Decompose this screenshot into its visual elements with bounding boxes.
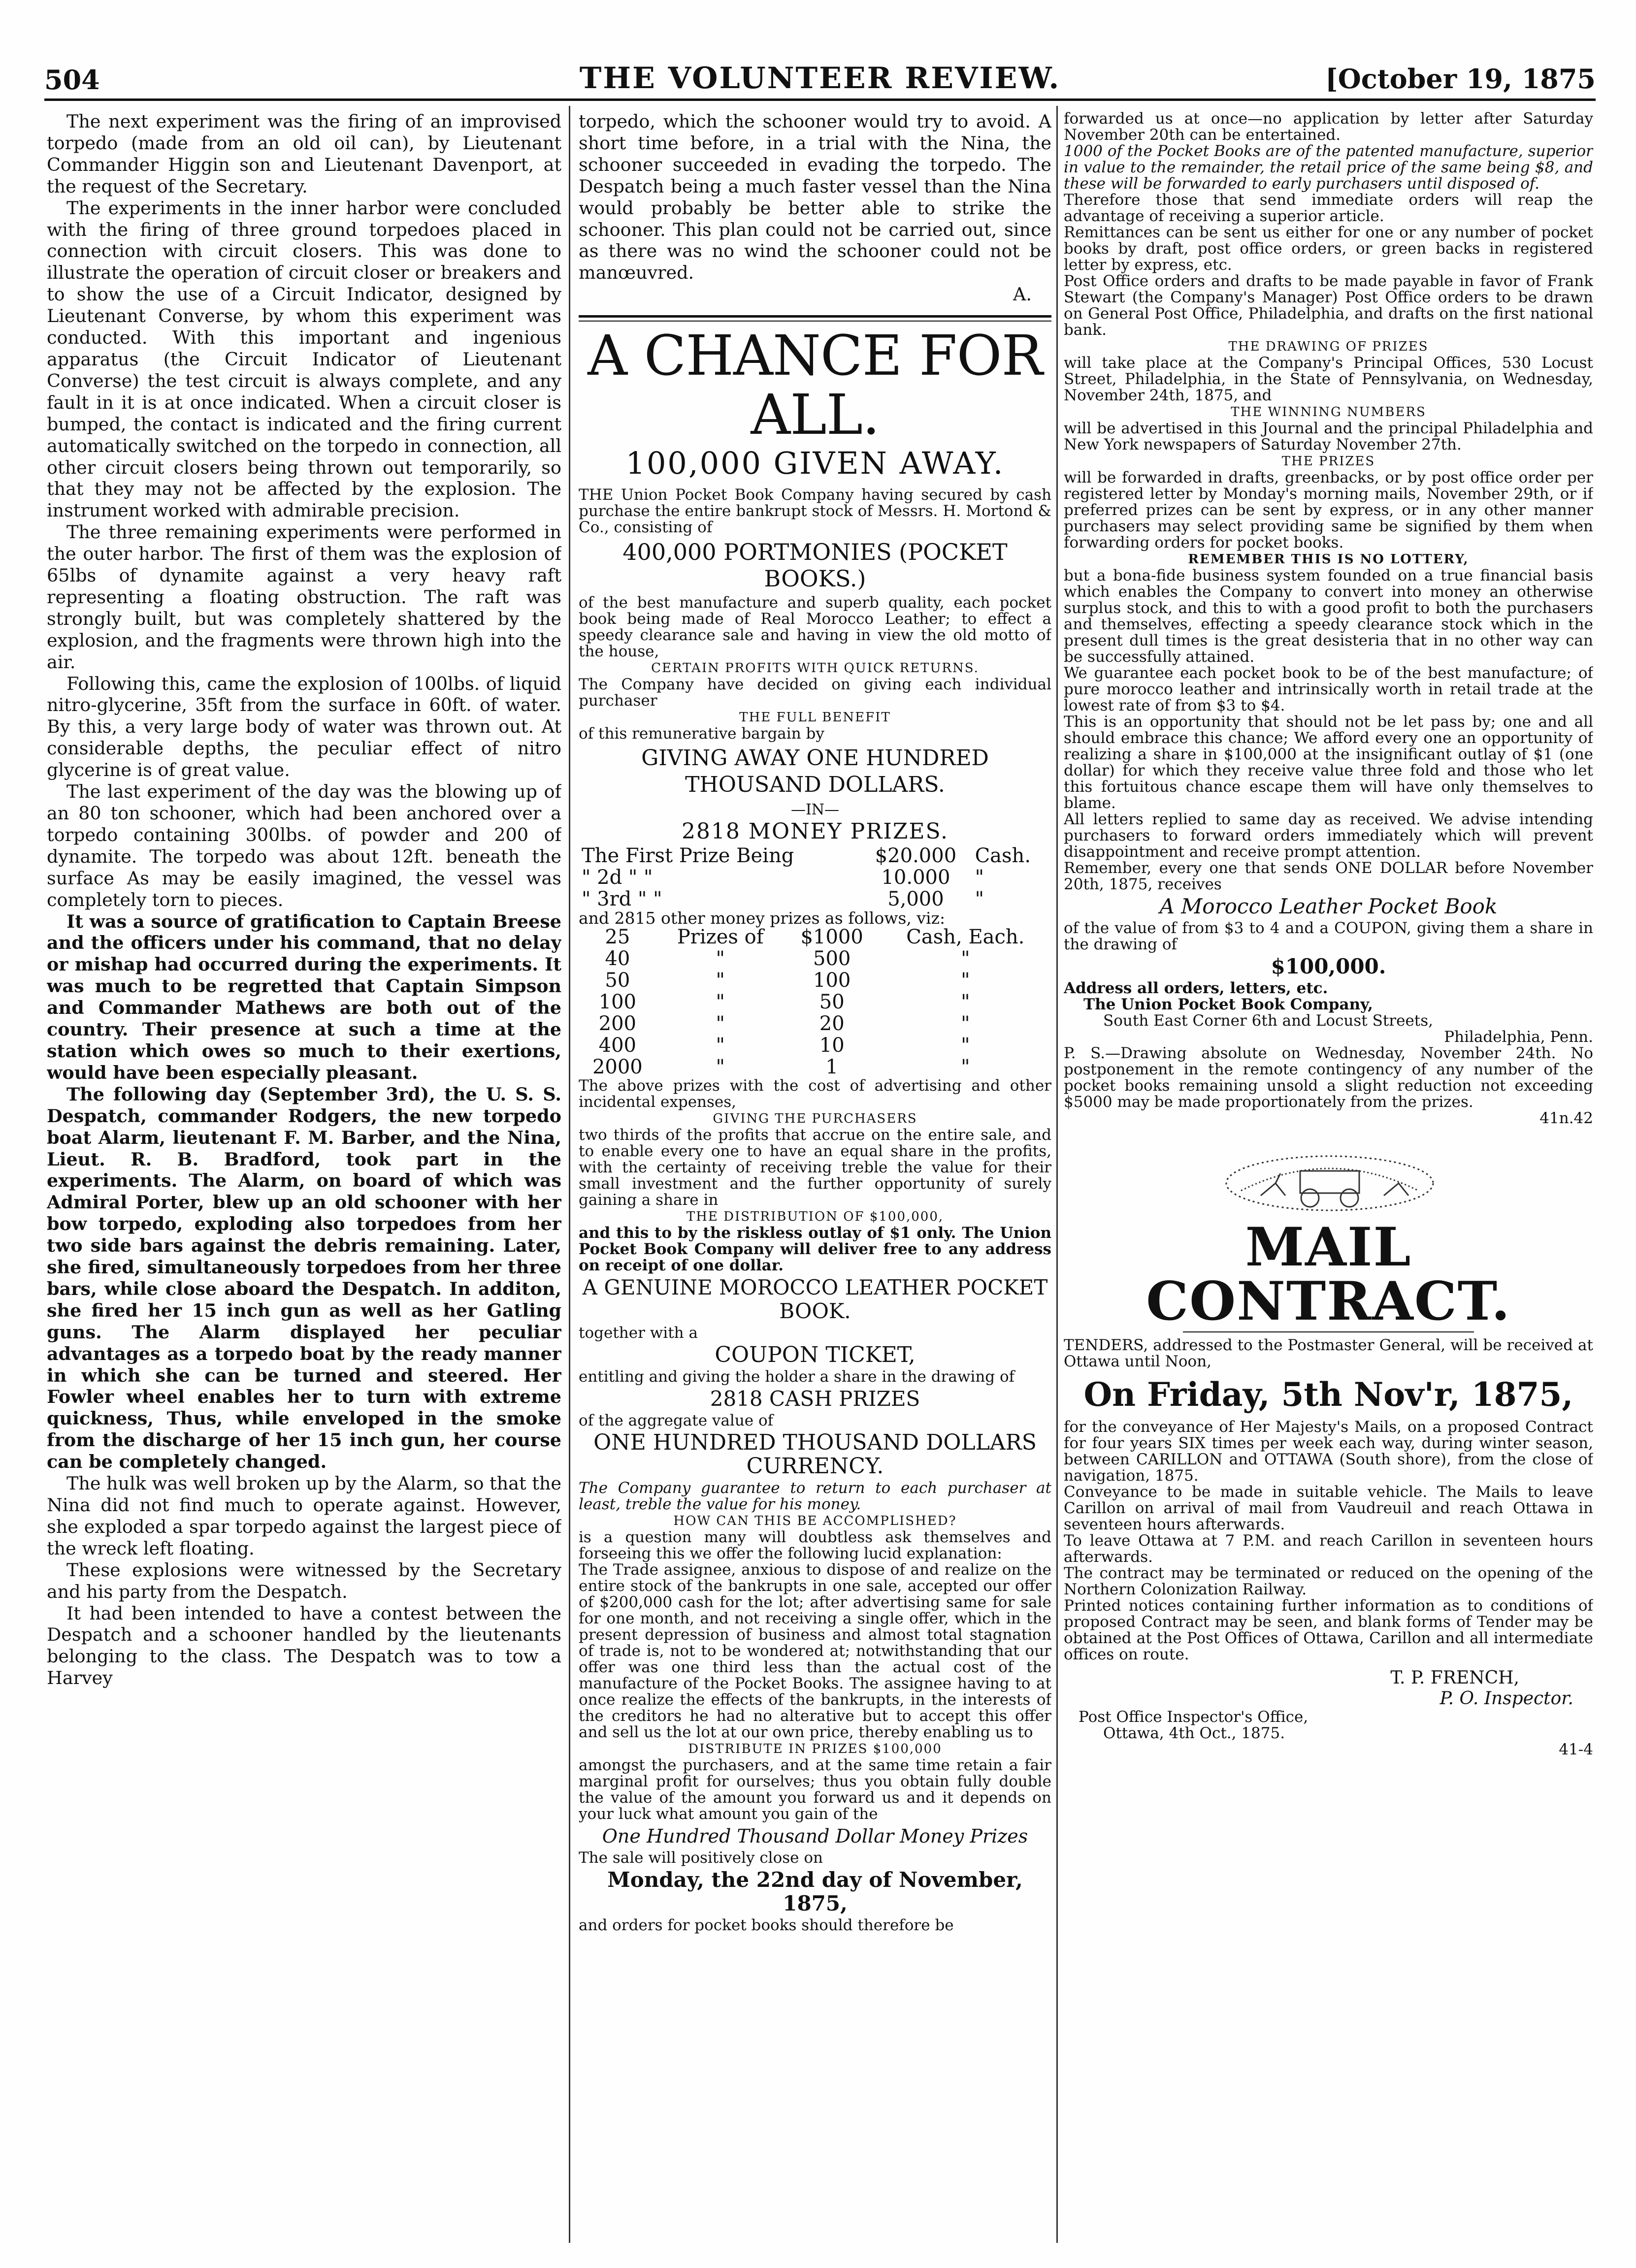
ad-heading: THE DISTRIBUTION OF $100,000, (686, 1209, 944, 1225)
ad-text: Post Office orders and drafts to be made payable in favor of Frank Stewart (the Company's Manager) Post Office orders to be drawn on General Post Office, Philadelphia, and drafts on the first national bank. (1064, 272, 1593, 339)
article-paragraph: The three remaining experiments were performed in the outer harbor. The first of them was the explosion of 65lbs of dynamite against a very heavy raft representing a floating obstruction. The raft was strongly built, but was completely shattered by the explosion, and the fragments were thrown high into the air. (47, 521, 561, 673)
article-paragraph: The last experiment of the day was the blowing up of an 80 ton schooner, which had been anchored over a torpedo containing 300lbs. of powder and 200 of dynamite. The torpedo was about 12ft. beneath the surface As may be easily imagined, the vessel was completely torn to pieces. (47, 781, 561, 910)
prize-unit: " (961, 969, 970, 992)
prize-count: 40 (605, 947, 630, 971)
ad-text: will be forwarded in drafts, greenbacks, or by post office order per registered letter by Monday's morning mails, November 29th, or if preferred prizes can be sent by express, or in any other manner purchasers may select providing same be signified by them when forwarding orders for pocket books. (1064, 469, 1593, 551)
ad-text: together with a (579, 1324, 698, 1342)
mail-text: The contract may be terminated or reduced on the opening of the Northern Colonization Railway. (1064, 1564, 1593, 1598)
prize-schedule-table (579, 926, 1051, 1078)
mail-contract-title: MAIL CONTRACT. (1146, 1216, 1511, 1332)
ad-ref: 41n.42 (1539, 1109, 1593, 1127)
prize-count: 400 (598, 1034, 637, 1057)
prize-row (579, 991, 1051, 1013)
ad-text: All letters replied to same day as received. We advise intending purchasers to forward orders immediately which will prevent disappointment and receive prompt attention. (1064, 810, 1593, 861)
prize-count: 200 (598, 1012, 637, 1036)
prize-count: 2000 (592, 1056, 643, 1079)
article-continuation: torpedo, which the schooner would try to avoid. A short time before, in a trial with the Nina, the schooner succeeded in evading the torpedo. The Despatch being a much faster vessel than the Nina would probably be better able to strike the schooner. This plan could not be carried out, since as there was no wind the schooner could not be manœuvred. (579, 111, 1051, 284)
ad-text: is a question many will doubtless ask themselves and forseeing this we offer the following lucid explanation: (579, 1528, 1051, 1563)
ad-heading: THE WINNING NUMBERS (1231, 405, 1426, 420)
ad-guarantee: The Company guarantee to return to each purchaser at least, treble the value for his money. (579, 1479, 1051, 1514)
mail-friday: On Friday, 5th Nov'r, 1875, (1083, 1375, 1573, 1414)
prize-desc: " (716, 991, 725, 1014)
prize-row (579, 845, 1051, 867)
ad-company: The Union Pocket Book Company, (1083, 996, 1373, 1013)
prize-amount: 500 (813, 947, 851, 971)
prize-row (579, 888, 1051, 910)
ad-text: of this remunerative bargain by (579, 725, 824, 743)
column-middle (579, 111, 1051, 2248)
column-divider (569, 106, 570, 2243)
column-divider (1056, 106, 1058, 2243)
ad-text: The above prizes with the cost of advertising and other incidental expenses, (579, 1077, 1051, 1111)
ad-text: entitling and giving the holder a share in the drawing of (579, 1368, 1015, 1386)
ad-heading: HOW CAN THIS BE ACCOMPLISHED? (673, 1514, 957, 1529)
ad-heading: DISTRIBUTE IN PRIZES $100,000 (688, 1742, 942, 1757)
ad-text: The sale will positively close on (579, 1849, 823, 1867)
ad-text: This is an opportunity that should not be let pass by; one and all should embrace this chance; We afford every one an opportunity of realizing a share in $100,000 at the insignificant outlay of $1 (one dollar) for which they receive value three fold and those who let this fortuitous chance escape them will have only themselves to blame. (1064, 713, 1593, 812)
article-paragraph: The following day (September 3rd), the U. S. S. Despatch, commander Rodgers, the new torpedo boat Alarm, lieutenant F. M. Barber, and the Nina, Lieut. R. B. Bradford, took part in the experiments. The Alarm, on board of which was Admiral Porter, blew up an old schooner with her bow torpedo, exploding also torpedoes from her two side bars against the debris remaining. Later, she fired, simultaneously torpedoes from her three bars, while close aboard the Despatch. In additon, she fired her 15 inch gun as well as her Gatling guns. The Alarm displayed her peculiar advantages as a torpedo boat by the ready manner in which she can be turned and steered. Her Fowler wheel enables her to turn with extreme quickness, Thus, while enveloped in the smoke from the discharge of her 15 inch gun, her course can be completely changed. (47, 1083, 561, 1473)
article-paragraph: The next experiment was the firing of an improvised torpedo (made from an old oil can), by Lieutenant Commander Higgin son and Lieutenant Davenport, at the request of the Secretary. (47, 111, 561, 197)
prize-amount: $1000 (800, 926, 863, 949)
article-paragraph: It was a source of gratification to Captain Breese and the officers under his command, that no delay or mishap had occurred during the experiments. It was much to be regretted that Captain Simpson and Commander Mathews are both out of the country. Their presence at such a time at the station which owes so much to their exertions, would have been especially pleasant. (47, 910, 561, 1083)
ad-text: We guarantee each pocket book to be of the best manufacture; of pure morocco leather and intrinsically worth in retail trade at the lowest rate of from $3 to $4. (1064, 664, 1593, 714)
mail-tenders: TENDERS, addressed to the Postmaster General, will be received at Ottawa until Noon, (1064, 1336, 1593, 1370)
prize-amount: 100 (813, 969, 851, 992)
prize-amount: 10 (819, 1034, 845, 1057)
page-header (44, 58, 1596, 101)
prize-label: " 2d " " (582, 866, 653, 889)
ad-description: of the best manufacture and superb quality, each pocket book being made of Real Morocco Leather; to effect a speedy clearance sale and having in view the old motto of the house, (579, 594, 1051, 661)
prize-label: " 3rd " " (582, 888, 662, 911)
mail-ref: 41-4 (1559, 1741, 1593, 1758)
issue-date: [October 19, 1875 (1325, 63, 1596, 95)
ad-ps: P. S.—Drawing absolute on Wednesday, November 24th. No postponement in the remote contingency of any number of the pocket books remaining unsold a slight reduction not exceeding $5000 may be made proportionately from the prizes. (1064, 1044, 1593, 1111)
ad-text: but a bona-fide business system founded on a true financial basis which enables the Company to convert into money an otherwise surplus stock, and this to with a good profit to both the purchasers and themselves, effecting a speedy clearance stock which in the present dull times is the great desisteria that in no other way can be successfully attained. (1064, 567, 1593, 666)
prize-unit: " (975, 866, 984, 889)
ad-text: will be advertised in this Journal and the principal Philadelphia and New York newspapers of Saturday November 27th. (1064, 420, 1593, 454)
prize-count: 100 (598, 991, 637, 1014)
prize-row (579, 926, 1051, 948)
prize-amount: 10.000 (881, 866, 950, 889)
mail-text: Printed notices containing further information as to conditions of proposed Contract may be seen, and blank forms of Tender may be obtained at the Post Offices of Ottawa, Carillon and all intermediate offices on route. (1064, 1597, 1593, 1663)
ad-text: forwarded us at once—no application by letter after Saturday November 20th can be entertained. (1064, 111, 1593, 144)
prize-unit: " (961, 1056, 970, 1079)
article-paragraph: The hulk was well broken up by the Alarm, so that the Nina did not find much to operate against. However, she exploded a spar torpedo against the largest piece of the wreck left floating. (47, 1473, 561, 1559)
prize-amount: 20 (819, 1012, 845, 1036)
prize-unit: Cash. (975, 844, 1031, 868)
top-prizes-table (579, 845, 1051, 910)
prize-row (579, 970, 1051, 991)
ad-heading: GIVING THE PURCHASERS (713, 1111, 917, 1127)
ad-heading: THE DRAWING OF PRIZES (1228, 339, 1429, 354)
ad-text: The Company have decided on giving each individual purchaser (579, 676, 1051, 710)
mail-signer: T. P. FRENCH, (1390, 1668, 1519, 1688)
page-number: 504 (44, 64, 100, 96)
ad-text: of the aggregate value of (579, 1412, 774, 1430)
prize-row (579, 867, 1051, 888)
ad-city: Philadelphia, Penn. (1444, 1028, 1593, 1046)
ad-genuine: A GENUINE MOROCCO LEATHER POCKET BOOK. (582, 1275, 1048, 1324)
prize-amount: 50 (819, 991, 845, 1014)
ad-motto: CERTAIN PROFITS WITH QUICK RETURNS. (651, 661, 979, 676)
prize-unit: " (961, 1012, 970, 1036)
prize-row (579, 1013, 1051, 1035)
ad-hundred-thousand: ONE HUNDRED THOUSAND DOLLARS CURRENCY. (593, 1430, 1037, 1479)
ad-address: South East Corner 6th and Locust Streets, (1103, 1012, 1434, 1030)
article-paragraph: These explosions were witnessed by the Secretary and his party from the Despatch. (47, 1559, 561, 1602)
mail-coach-engraving (1064, 1136, 1593, 1220)
mail-office-date: Ottawa, 4th Oct., 1875. (1103, 1724, 1285, 1742)
ad-intro: THE Union Pocket Book Company having secured by cash purchase the entire bankrupt stock of Messrs. H. Mortond & Co., consisting of (579, 486, 1051, 537)
ad-cash-prizes: 2818 CASH PRIZES (710, 1387, 920, 1411)
ad-subtitle: 100,000 GIVEN AWAY. (625, 445, 1005, 482)
prize-desc: " (716, 1056, 725, 1079)
ad-text: amongst the purchasers, and at the same time retain a fair marginal profit for ourselves; thus you obtain fully double the value of the amount you forward us and it depends on your luck what amount you gain of the (579, 1756, 1051, 1823)
prize-row (579, 948, 1051, 970)
ad-text: will take place at the Company's Principal Offices, 530 Locust Street, Philadelphia, in the State of Pennsylvania, on Wednesday, November 24th, 1875, and (1064, 354, 1593, 404)
ad-divider (579, 321, 1051, 322)
article-signoff: A. (1013, 284, 1032, 305)
prize-desc: " (716, 1012, 725, 1036)
ad-title: A CHANCE FOR ALL. (588, 324, 1043, 448)
prize-unit: " (975, 888, 984, 911)
ad-morocco: A Morocco Leather Pocket Book (1159, 894, 1498, 918)
prize-desc: " (716, 947, 725, 971)
prize-label: The First Prize Being (582, 844, 794, 868)
ad-text: of the value of from $3 to 4 and a COUPON, giving them a share in the drawing of (1064, 919, 1593, 953)
ad-text: Remittances can be sent us either for one or any number of pocket books by draft, post office orders, or green backs in registered letter by express, etc. (1064, 224, 1593, 274)
mail-signer-title: P. O. Inspector. (1440, 1688, 1573, 1709)
ad-in: —IN— (790, 801, 840, 819)
prize-unit: " (961, 1034, 970, 1057)
ad-text: The Trade assignee, anxious to dispose of and realize on the entire stock of the bankrupts in one sale, accepted our offer of $200,000 cash for the lot; after advertising same for sale for one month, and not receiving a single offer, which in the present depression of business and almost total stagnation of trade is, not to be wondered at; notwithstanding that our offer was one third less than the actual cost of the manufacture of the Pocket Books. The assignee having to at once realize the effects of the bankrupts, in the interests of the creditors he had no alterative but to accept this offer and sell us the lot at our own price, thereby enabling us to (579, 1561, 1051, 1742)
ad-money-prizes-line: One Hundred Thousand Dollar Money Prizes (602, 1825, 1028, 1847)
ad-text: and orders for pocket books should therefore be (579, 1916, 954, 1935)
ad-heading: REMEMBER THIS IS NO LOTTERY, (1188, 552, 1469, 567)
prize-unit: Cash, Each. (906, 926, 1025, 949)
mail-text: for the conveyance of Her Majesty's Mails, on a proposed Contract for four years SIX times per week each way, during winter season, between CARILLON and OTTAWA (South shore), from the close of navigation, 1875. (1064, 1418, 1593, 1485)
prize-unit: " (961, 947, 970, 971)
prize-unit: " (961, 991, 970, 1014)
column-right (1064, 111, 1593, 2248)
ad-money-prizes: 2818 MONEY PRIZES. (681, 819, 949, 844)
ad-note: 1000 of the Pocket Books are of the patented manufacture, superior in value to the remainder, the retail price of the same being $8, and these will be forwarded to early purchasers until disposed of. (1064, 142, 1593, 193)
ad-divider (579, 315, 1051, 318)
prize-row (579, 1056, 1051, 1078)
newspaper-title: THE VOLUNTEER REVIEW. (579, 61, 1061, 96)
prize-amount: $20.000 (875, 844, 957, 868)
prize-desc: Prizes of (677, 926, 764, 949)
mail-coach-illustration (1064, 1136, 1593, 1220)
article-paragraph: The experiments in the inner harbor were concluded with the firing of three ground torpedoes placed in connection with circuit closers. This was done to illustrate the operation of circuit closer or breakers and to show the use of a Circuit Indicator, designed by Lieutenant Converse, by whom this experiment was conducted. With this important and ingenious apparatus (the Circuit Indicator of Lieutenant Converse) the test circuit is always complete, and any fault in it is at once indicated. When a circuit closer is bumped, the contact is indicated and the firing current automatically switched on the torpedo in connection, all other circuit closers being thrown out temporarily, so that they may not be affected by the explosion. The instrument worked with admirable precision. (47, 197, 561, 521)
ad-giving-away: GIVING AWAY ONE HUNDRED THOUSAND DOLLARS. (641, 745, 989, 798)
ad-text: Remember, every one that sends ONE DOLLAR before November 20th, 1875, receives (1064, 859, 1593, 893)
prize-desc: " (716, 969, 725, 992)
mail-office: Post Office Inspector's Office, (1079, 1708, 1309, 1726)
ad-coupon: COUPON TICKET, (715, 1342, 916, 1368)
prize-count: 25 (605, 926, 630, 949)
prize-count: 50 (605, 969, 630, 992)
prize-desc: " (716, 1034, 725, 1057)
ad-text: and 2815 other money prizes as follows, viz: (579, 908, 946, 928)
article-paragraph: Following this, came the explosion of 100lbs. of liquid nitro-glycerine, 35ft from the surface in 60ft. of water. By this, a very large body of water was thrown out. At considerable depths, the peculiar effect of nitro glycerine is of great value. (47, 673, 561, 781)
prize-amount: 5,000 (887, 888, 944, 911)
mail-text: Conveyance to be made in suitable vehicle. The Mails to leave Carillon on arrival of mail from Vaudreuil and reach Ottawa in seventeen hours afterwards. (1064, 1483, 1593, 1533)
ad-portmonies: 400,000 PORTMONIES (POCKET BOOKS.) (622, 539, 1008, 592)
ad-text: two thirds of the profits that accrue on the entire sale, and to enable every one to have an equal share in the profits, with the certainty of receiving treble the value for their small investment and the further opportunity of surely gaining a share in (579, 1126, 1051, 1209)
prize-amount: 1 (825, 1056, 838, 1079)
mail-text: To leave Ottawa at 7 P.M. and reach Carillon in seventeen hours afterwards. (1064, 1532, 1593, 1566)
ad-text: Therefore those that send immediate orders will reap the advantage of receiving a superior article. (1064, 191, 1593, 225)
ad-heading: THE FULL BENEFIT (739, 710, 891, 725)
ad-heading: THE PRIZES (1281, 454, 1375, 469)
ad-closing-date: Monday, the 22nd day of November, 1875, (607, 1868, 1023, 1916)
article-paragraph: It had been intended to have a contest between the Despatch and a schooner handled by the lieutenants belonging to the class. The Despatch was to tow a Harvey (47, 1602, 561, 1689)
ad-text: and this to by the riskless outlay of $1 only. The Union Pocket Book Company will deliver free to any address on receipt of one dollar. (579, 1224, 1051, 1275)
ad-address-heading: Address all orders, letters, etc. (1064, 979, 1328, 997)
ad-amount: $100,000. (1271, 954, 1386, 978)
column-left-article (47, 111, 561, 2248)
prize-row (579, 1035, 1051, 1056)
